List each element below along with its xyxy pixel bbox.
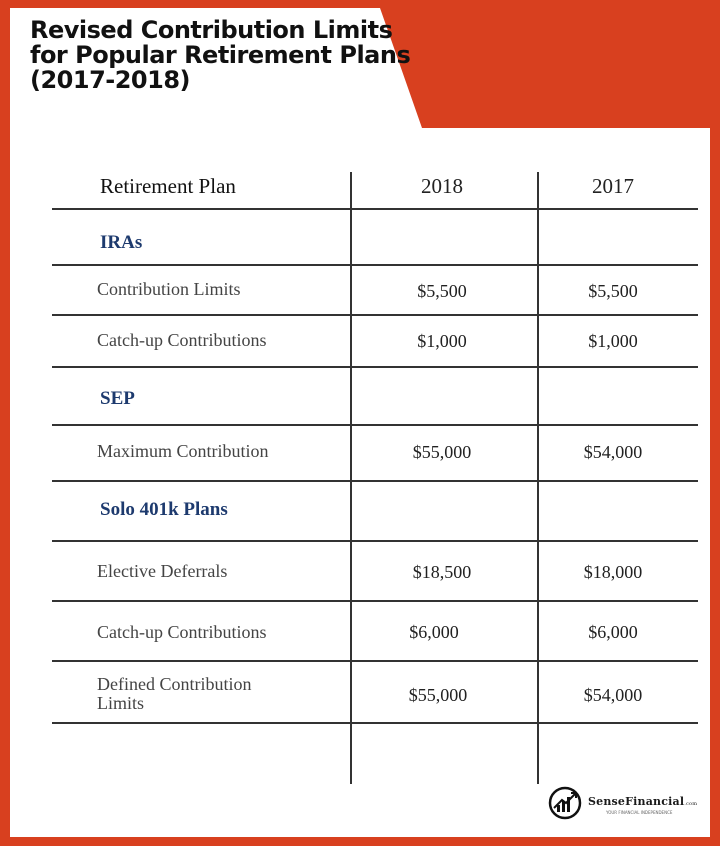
table-rule	[52, 480, 698, 482]
row-value-2017: $6,000	[588, 622, 638, 642]
brand-name-text: SenseFinancial	[588, 795, 685, 808]
row-value-2018: $6,000	[409, 622, 459, 642]
table-rule	[52, 424, 698, 426]
row-value-2017: $5,500	[588, 281, 638, 301]
row-label: Maximum Contribution	[97, 441, 269, 461]
header-retirement-plan: Retirement Plan	[100, 174, 236, 198]
brand-logo	[548, 786, 698, 822]
table-rule	[52, 600, 698, 602]
brand-tagline: YOUR FINANCIAL INDEPENDENCE	[606, 810, 673, 815]
title-line-2: for Popular Retirement Plans	[30, 41, 411, 69]
row-label: Defined Contribution Limits	[97, 674, 252, 713]
section-sep: SEP	[100, 388, 135, 409]
table-rule	[52, 208, 698, 210]
title-banner	[0, 0, 720, 130]
header-2018: 2018	[421, 174, 463, 198]
growth-chart-icon	[548, 786, 582, 820]
table-rule	[52, 540, 698, 542]
row-value-2018: $55,000	[408, 685, 468, 705]
table-rule	[52, 366, 698, 368]
row-value-2018: $1,000	[417, 331, 467, 351]
row-value-2017: $54,000	[583, 442, 643, 462]
row-value-2017: $54,000	[583, 685, 643, 705]
row-label: Contribution Limits	[97, 279, 241, 299]
section-solo-401k: Solo 401k Plans	[100, 499, 228, 520]
page-title	[30, 18, 410, 93]
row-value-2018: $5,500	[417, 281, 467, 301]
row-label: Catch-up Contributions	[97, 330, 267, 350]
row-value-2017: $18,000	[583, 562, 643, 582]
title-line-3: (2017-2018)	[30, 66, 190, 94]
row-value-2018: $55,000	[412, 442, 472, 462]
row-value-2017: $1,000	[588, 331, 638, 351]
table-rule	[52, 314, 698, 316]
brand-suffix: .com	[684, 801, 698, 807]
section-iras: IRAs	[100, 232, 143, 253]
title-line-1: Revised Contribution Limits	[30, 16, 393, 44]
header-2017: 2017	[592, 174, 634, 198]
row-value-2018: $18,500	[412, 562, 472, 582]
row-label: Elective Deferrals	[97, 561, 228, 581]
row-label: Catch-up Contributions	[97, 622, 267, 642]
brand-name	[588, 795, 697, 808]
table-rule	[52, 660, 698, 662]
table-rule	[52, 264, 698, 266]
table-rule	[52, 722, 698, 724]
